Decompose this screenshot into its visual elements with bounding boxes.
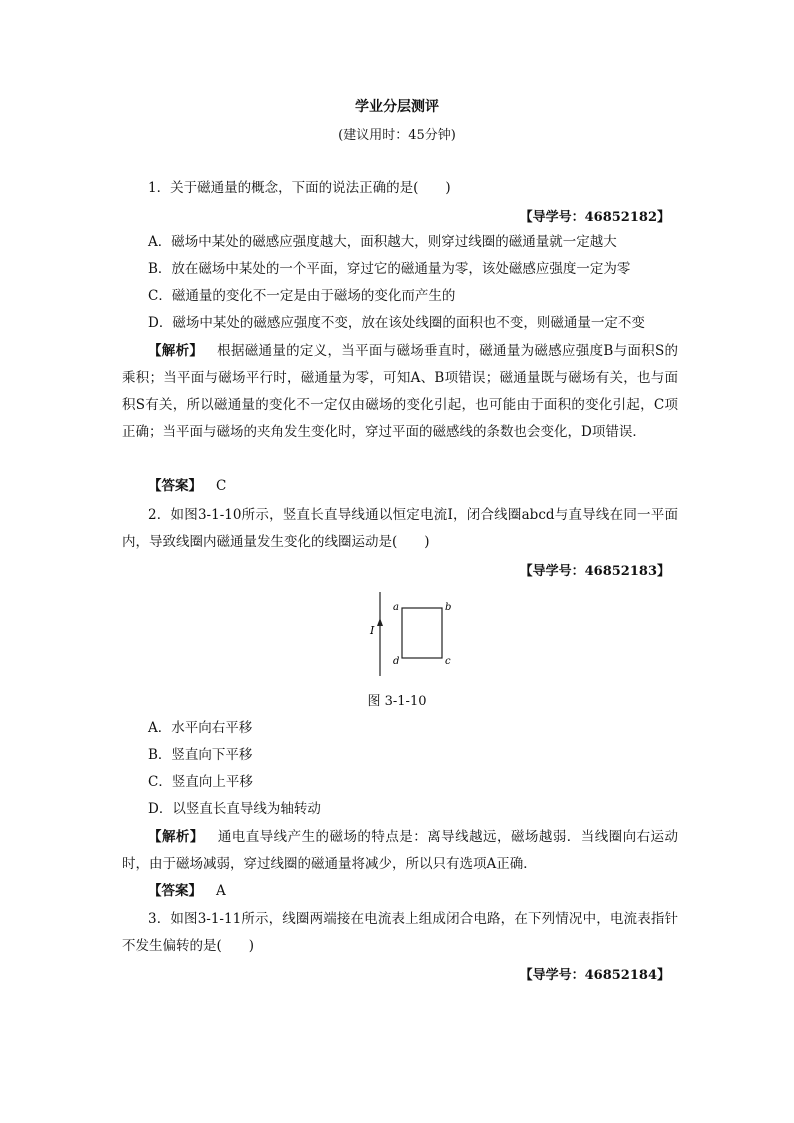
figure-caption: 图 3-1-10: [367, 694, 427, 709]
q1-analysis-text: 根据磁通量的定义，当平面与磁场垂直时，磁通量为磁感应强度B与面积S的乘积；当平面与磁场平行时，磁通量为零，可知A、B项错误；磁通量既与磁场有关，也与面积S有关，所以磁通量的变化不一定仅由磁场的变化引起，也可能由于面积的变化引起，C项正确；当平面与磁场的夹角发生变化时，穿过平面的磁感线的条数也会变化，D项错误．: [122, 343, 678, 440]
q2-analysis-text: 通电直导线产生的磁场的特点是：离导线越远，磁场越弱．当线圈向右运动时，由于磁场减弱，穿过线圈的磁通量将减少，所以只有选项A正确．: [122, 829, 679, 872]
q3-ref: 【导学号：46852184】: [519, 968, 670, 983]
q1-answer-value: C: [216, 478, 227, 494]
q3-stem-text: 3．如图3-1-11所示，线圈两端接在电流表上组成闭合电路，在下列情况中，电流表指针不发生偏转的是( ): [122, 911, 678, 954]
q2-option-a: A．水平向右平移: [148, 720, 253, 736]
corner-c-label: c: [445, 656, 451, 667]
current-arrow-icon: [377, 618, 383, 626]
q1-analysis: [122, 338, 678, 446]
q1-option-b: B．放在磁场中某处的一个平面，穿过它的磁通量为零，该处磁感应强度一定为零: [148, 261, 631, 277]
q3-stem: [122, 906, 678, 960]
q2-analysis-tag: 【解析】: [148, 829, 204, 845]
q1-analysis-tag: 【解析】: [148, 343, 204, 359]
q2-answer-value: A: [216, 883, 226, 899]
current-label: I: [370, 624, 375, 637]
corner-b-label: b: [445, 602, 452, 613]
q2-ref: 【导学号：46852183】: [519, 564, 670, 579]
corner-a-label: a: [393, 602, 399, 613]
q1-answer-tag: 【答案】: [148, 478, 202, 494]
q2-answer: [148, 881, 708, 901]
q2-answer-tag: 【答案】: [148, 883, 202, 899]
page-title: 学业分层测评: [355, 99, 439, 115]
q1-answer: [148, 476, 708, 496]
q1-option-d: D．磁场中某处的磁感应强度不变，放在该处线圈的面积也不变，则磁通量一定不变: [148, 315, 645, 331]
q2-analysis: [122, 824, 678, 878]
q1-ref: 【导学号：46852182】: [519, 210, 670, 225]
q2-option-d: D．以竖直长直导线为轴转动: [148, 801, 321, 817]
q2-option-b: B．竖直向下平移: [148, 747, 253, 763]
coil-abcd: [402, 608, 442, 658]
q1-option-a: A．磁场中某处的磁感应强度越大，面积越大，则穿过线圈的磁通量就一定越大: [148, 234, 617, 250]
q1-option-c: C．磁通量的变化不一定是由于磁场的变化而产生的: [148, 288, 456, 304]
corner-d-label: d: [393, 656, 400, 667]
q2-option-c: C．竖直向上平移: [148, 774, 253, 790]
q2-stem: [122, 502, 678, 556]
q1-stem: 1．关于磁通量的概念，下面的说法正确的是( ): [148, 180, 451, 196]
page-subtitle: (建议用时：45分钟): [338, 128, 456, 143]
figure-3-1-10: [360, 590, 460, 680]
q2-stem-text: 2．如图3-1-10所示，竖直长直导线通以恒定电流I，闭合线圈abcd与直导线在同一平面内，导致线圈内磁通量发生变化的线圈运动是( ): [122, 507, 678, 550]
